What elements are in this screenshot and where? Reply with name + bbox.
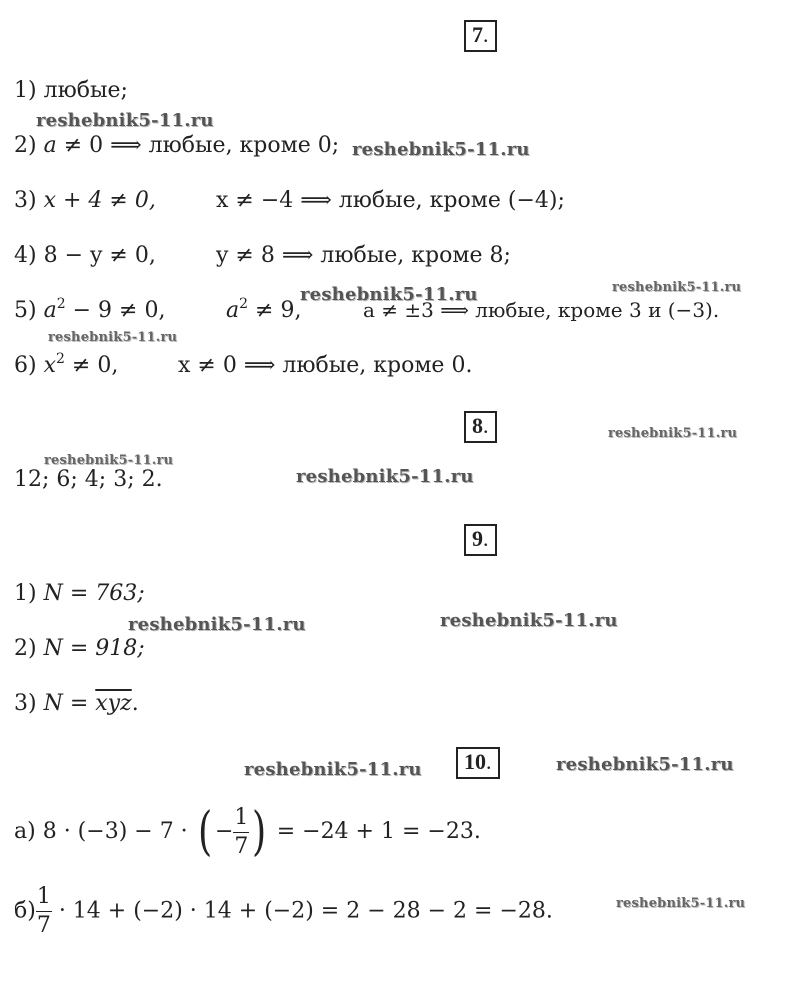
watermark: reshebnik5-11.ru [616, 896, 746, 911]
s7-line-1: 1) любые; [14, 78, 128, 103]
watermark: reshebnik5-11.ru [244, 759, 422, 780]
s7-line-6: 6) $x^2 \ne 0$, [14, 351, 119, 378]
watermark: reshebnik5-11.ru [608, 426, 738, 441]
s9-line-1: 1) N = 763; [14, 581, 145, 606]
watermark: reshebnik5-11.ru [440, 610, 618, 631]
section-number-9: 9. [464, 524, 497, 556]
s7-line-2: 2) a ≠ 0 ⟹ любые, кроме 0; [14, 133, 340, 158]
section-number-7: 7. [464, 20, 497, 52]
section-number-10: 10. [456, 747, 500, 779]
s10-line-a: а) 8 · (−3) − 7 · ( − $\frac{1}{7}$ ) = −24 + 1 = −23. [14, 802, 481, 862]
watermark: reshebnik5-11.ru [352, 139, 530, 160]
s7-line-3-result: x ≠ −4 ⟹ любые, кроме (−4); [216, 188, 565, 213]
watermark: reshebnik5-11.ru [296, 466, 474, 487]
section-number-8: 8. [464, 411, 497, 443]
s7-line-5: 5) $a^2 - 9 \ne 0$, [14, 296, 166, 323]
s9-line-3: 3) $N = \overline{xyz}$. [14, 691, 139, 716]
s7-line-4-result: y ≠ 8 ⟹ любые, кроме 8; [216, 243, 511, 268]
s7-line-5-result: a ≠ ±3 ⟹ любые, кроме 3 и (−3). [363, 298, 720, 322]
s7-line-4: 4) 8 − y ≠ 0, [14, 243, 156, 268]
s7-line-3: 3) x + 4 ≠ 0, [14, 188, 156, 213]
s7-line-6-result: x ≠ 0 ⟹ любые, кроме 0. [178, 353, 473, 378]
watermark: reshebnik5-11.ru [556, 754, 734, 775]
s9-line-2: 2) N = 918; [14, 636, 145, 661]
watermark: reshebnik5-11.ru [48, 330, 178, 345]
s7-line-5-mid: $a^2 \ne 9$, [226, 296, 302, 323]
fraction-one-seventh: $\frac{1}{7}$ [234, 804, 249, 859]
watermark: reshebnik5-11.ru [44, 453, 174, 468]
s8-answers: 12; 6; 4; 3; 2. [14, 467, 163, 492]
watermark: reshebnik5-11.ru [128, 614, 306, 635]
watermark: reshebnik5-11.ru [300, 284, 478, 305]
watermark: reshebnik5-11.ru [36, 110, 214, 131]
fraction-one-seventh-b: $\frac{1}{7}$ [36, 884, 51, 938]
watermark: reshebnik5-11.ru [612, 280, 742, 295]
s10-line-b: б) $\frac{1}{7}$ · 14 + (−2) · 14 + (−2) = 2 − 28 − 2 = −28. [14, 884, 553, 938]
